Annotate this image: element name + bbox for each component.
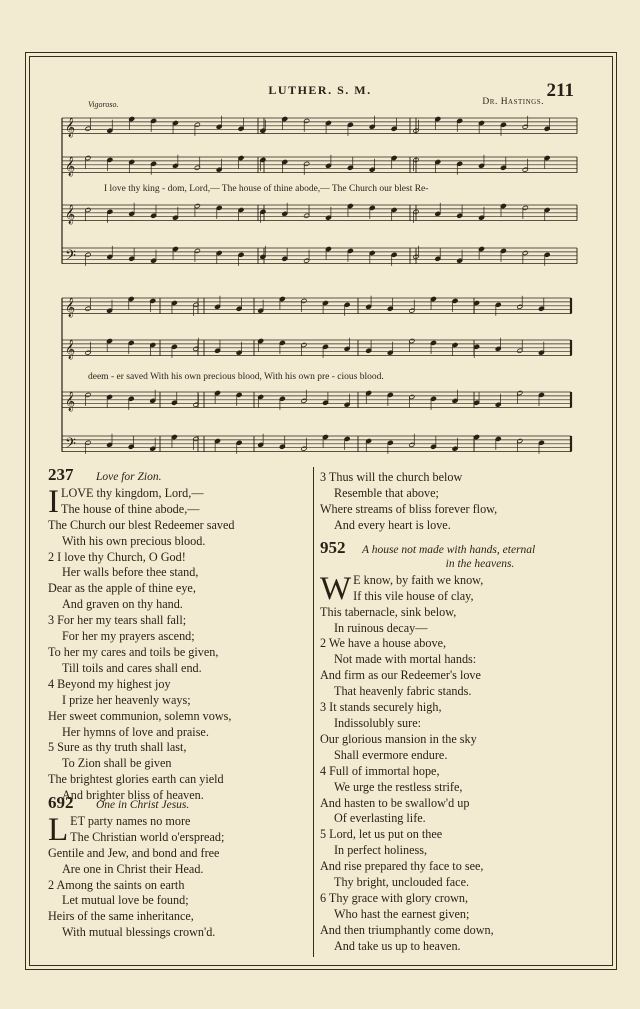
hymn-line: Indissolubly sure: bbox=[334, 715, 422, 730]
hymn-692-continuation bbox=[320, 470, 600, 534]
hymn-line: 2 We have a house above, bbox=[320, 636, 447, 651]
hymn-237 bbox=[48, 467, 310, 804]
hymn-lines bbox=[320, 605, 600, 955]
hymn-line: For her my prayers ascend; bbox=[62, 629, 195, 644]
treble-clef-icon: 𝄞 bbox=[65, 339, 76, 360]
hymn-line: And hasten to be swallow'd up bbox=[320, 795, 470, 810]
hymn-line: Her sweet communion, solemn vows, bbox=[48, 708, 232, 723]
hymn-line: We urge the restless strife, bbox=[334, 779, 463, 794]
hymn-line: 2 I love thy Church, O God! bbox=[48, 549, 186, 564]
hymn-line: 4 Beyond my highest joy bbox=[48, 676, 171, 691]
drop-cap: L bbox=[48, 813, 69, 846]
hymn-line: 3 Thus will the church below bbox=[320, 470, 463, 484]
hymn-line: 3 It stands securely high, bbox=[320, 700, 442, 715]
hymn-line: Are one in Christ their Head. bbox=[62, 861, 204, 876]
hymn-line: Gentile and Jew, and bond and free bbox=[48, 845, 220, 860]
hymn-title: A house not made with hands, eternal bbox=[362, 544, 536, 556]
hymn-line: In perfect holiness, bbox=[334, 843, 428, 858]
hymn-opening bbox=[48, 814, 310, 846]
hymn-heading bbox=[48, 795, 310, 814]
treble-clef-icon: 𝄞 bbox=[65, 117, 76, 138]
tune-title: LUTHER. S. M. bbox=[268, 83, 372, 97]
hymn-692 bbox=[48, 795, 310, 941]
treble-clef-icon: 𝄞 bbox=[65, 297, 76, 318]
hymn-line: 5 Sure as thy truth shall last, bbox=[48, 740, 187, 755]
hymn-line: Her hymns of love and praise. bbox=[62, 724, 209, 739]
bass-clef-icon: 𝄢 bbox=[65, 247, 76, 268]
hymn-line: Let mutual love be found; bbox=[62, 893, 189, 908]
hymn-line: With mutual blessings crown'd. bbox=[62, 925, 216, 940]
hymn-line: Who hast the earnest given; bbox=[334, 906, 470, 921]
hymn-line: If this vile house of clay, bbox=[353, 588, 474, 603]
hymn-line: Shall evermore endure. bbox=[334, 747, 448, 762]
hymn-line: And rise prepared thy face to see, bbox=[320, 859, 484, 874]
treble-clef-icon: 𝄞 bbox=[65, 156, 76, 177]
hymn-line: Of everlasting life. bbox=[334, 811, 426, 826]
hymn-title: Love for Zion. bbox=[96, 471, 162, 483]
hymn-line: E know, by faith we know, bbox=[353, 572, 484, 587]
lyrics-line-2: deem - er saved With his own precious blood, With his own pre - cious blood. bbox=[88, 372, 384, 382]
composer-name: Dr. Hastings. bbox=[482, 97, 544, 107]
treble-clef-icon: 𝄞 bbox=[65, 204, 76, 225]
hymn-line: Where streams of bliss forever flow, bbox=[320, 501, 498, 516]
page-number: 211 bbox=[546, 80, 574, 101]
hymn-line: ET party names no more bbox=[70, 813, 191, 828]
hymn-line: Resemble that above; bbox=[334, 485, 439, 500]
hymn-line: 6 Thy grace with glory crown, bbox=[320, 890, 469, 905]
column-divider bbox=[313, 467, 314, 957]
hymn-line: Our glorious mansion in the sky bbox=[320, 731, 477, 746]
hymn-number: 692 bbox=[48, 793, 74, 812]
music-score bbox=[0, 0, 640, 470]
hymn-lines bbox=[48, 846, 310, 941]
drop-cap: I bbox=[48, 485, 59, 518]
hymn-line: I prize her heavenly ways; bbox=[62, 692, 191, 707]
lyrics-line-1: I love thy king - dom, Lord,— The house of thine abode,— The Church our blest Re- bbox=[104, 184, 429, 194]
hymn-lines bbox=[48, 518, 310, 804]
hymn-line: To her my cares and toils be given, bbox=[48, 644, 219, 659]
hymn-line: 5 Lord, let us put on thee bbox=[320, 827, 443, 842]
hymn-line: 2 Among the saints on earth bbox=[48, 877, 185, 892]
hymn-title-continued: in the heavens. bbox=[445, 557, 515, 570]
hymn-line: Thy bright, unclouded face. bbox=[334, 875, 470, 890]
hymn-line: The Church our blest Redeemer saved bbox=[48, 517, 235, 532]
hymn-line: Dear as the apple of thine eye, bbox=[48, 581, 196, 596]
hymn-line: LOVE thy kingdom, Lord,— bbox=[61, 485, 204, 500]
hymn-line: In ruinous decay— bbox=[334, 620, 428, 635]
hymn-lines bbox=[320, 470, 600, 534]
hymn-line: The Christian world o'erspread; bbox=[70, 829, 225, 844]
hymn-line: And take us up to heaven. bbox=[334, 938, 461, 953]
hymn-line: Till toils and cares shall end. bbox=[62, 660, 202, 675]
hymn-heading bbox=[48, 467, 310, 486]
hymn-opening bbox=[48, 486, 310, 518]
hymn-line: And then triumphantly come down, bbox=[320, 922, 494, 937]
hymn-line: To Zion shall be given bbox=[62, 756, 172, 771]
hymn-line: And firm as our Redeemer's love bbox=[320, 668, 481, 683]
tempo-marking: Vigoroso. bbox=[88, 100, 119, 109]
hymn-line: That heavenly fabric stands. bbox=[334, 684, 472, 699]
hymn-opening bbox=[320, 573, 600, 605]
drop-cap: W bbox=[320, 572, 352, 605]
hymn-line: The house of thine abode,— bbox=[61, 501, 200, 516]
hymn-line: 4 Full of immortal hope, bbox=[320, 763, 440, 778]
hymn-line: Her walls before thee stand, bbox=[62, 565, 199, 580]
treble-clef-icon: 𝄞 bbox=[65, 391, 76, 412]
hymn-line: And graven on thy hand. bbox=[62, 597, 183, 612]
hymn-line: 3 For her my tears shall fall; bbox=[48, 613, 187, 628]
hymn-line: And every heart is love. bbox=[334, 517, 451, 532]
hymn-line: And brighter bliss of heaven. bbox=[62, 788, 204, 803]
hymn-line: With his own precious blood. bbox=[62, 533, 206, 548]
hymn-title: One in Christ Jesus. bbox=[96, 799, 190, 811]
hymn-number: 952 bbox=[320, 538, 346, 557]
hymn-line: Heirs of the same inheritance, bbox=[48, 909, 194, 924]
hymn-952 bbox=[320, 540, 600, 955]
hymn-line: This tabernacle, sink below, bbox=[320, 604, 457, 619]
bass-clef-icon: 𝄢 bbox=[65, 435, 76, 456]
hymn-line: Not made with mortal hands: bbox=[334, 652, 477, 667]
hymn-number: 237 bbox=[48, 465, 74, 484]
hymn-line: The brightest glories earth can yield bbox=[48, 772, 224, 787]
